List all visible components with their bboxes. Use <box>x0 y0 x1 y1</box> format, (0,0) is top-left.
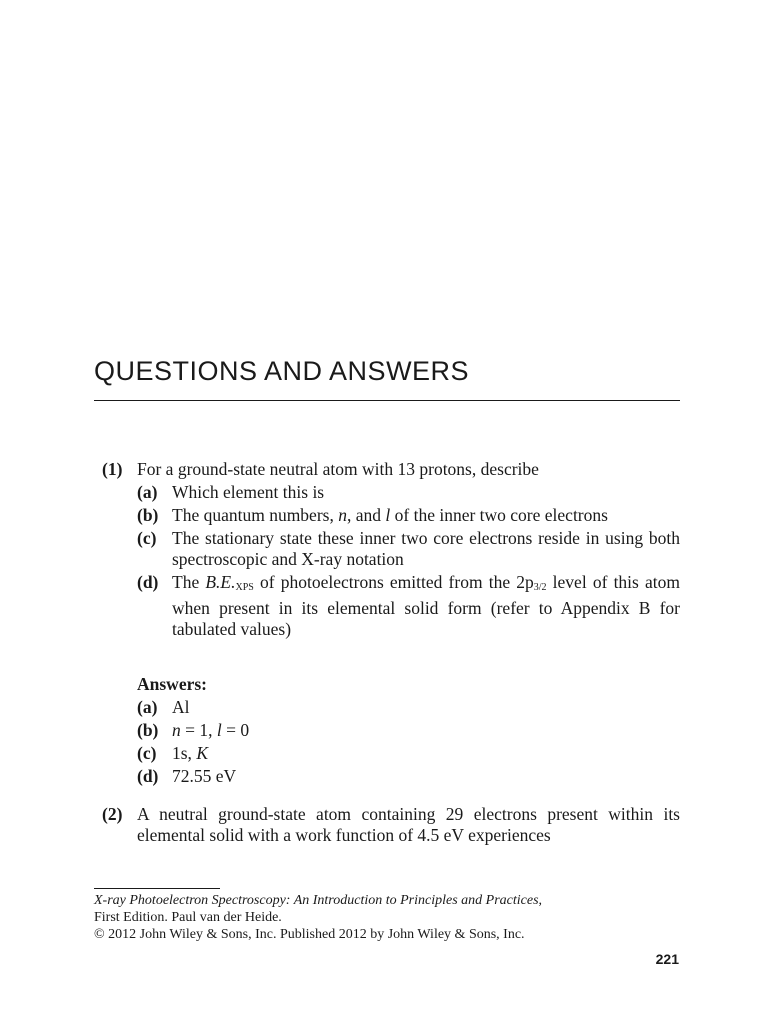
part-letter: (c) <box>137 528 157 548</box>
question-part-d <box>137 572 680 640</box>
question-text: For a ground-state neutral atom with 13 protons, describe <box>137 459 539 479</box>
question-1 <box>102 459 680 640</box>
footnote: X-ray Photoelectron Spectroscopy: An Introduction to Principles and Practices, First Edition. Paul van der Heide. © 2012 John Wiley & Sons, Inc. Published 2012 by John Wiley & Sons, Inc. <box>94 892 694 943</box>
edition-line: First Edition. Paul van der Heide. <box>94 910 282 925</box>
question-part-c <box>137 528 680 570</box>
part-letter: (a) <box>137 482 158 502</box>
answer-d: (d) 72.55 eV <box>137 766 237 786</box>
answer-a: (a) Al <box>137 697 190 717</box>
chapter-title: QUESTIONS AND ANSWERS <box>94 356 470 386</box>
answer-b: (b) n = 1, l = 0 <box>137 720 250 740</box>
page-number: 221 <box>655 951 679 967</box>
question-number: (1) <box>102 459 123 479</box>
question-part-a <box>137 482 680 503</box>
part-letter: (d) <box>137 572 159 592</box>
book-title: X-ray Photoelectron Spectroscopy: An Introduction to Principles and Practices <box>94 893 539 908</box>
part-text: The quantum numbers, n, and l of the inner two core electrons <box>172 505 608 525</box>
question-text: A neutral ground-state atom containing 29 electrons present within its elemental solid with a work function of 4.5 eV experiences <box>137 804 680 845</box>
answers-heading: Answers: <box>137 674 207 694</box>
question-part-b <box>137 505 680 526</box>
title-rule <box>94 400 680 401</box>
part-letter: (b) <box>137 505 159 525</box>
footnote-rule <box>94 888 220 889</box>
part-text: Which element this is <box>172 482 325 502</box>
copyright-line: © 2012 John Wiley & Sons, Inc. Published 2012 by John Wiley & Sons, Inc. <box>94 927 525 942</box>
part-text: The stationary state these inner two core electrons reside in using both spectroscopic and X-ray notation <box>172 528 680 569</box>
answer-c: (c) 1s, K <box>137 743 208 763</box>
question-number: (2) <box>102 804 123 824</box>
part-text: The $B.E._{XPS}$ of photoelectrons emitted from the $2p_{3/2}$ level of this atom when present in its elemental solid form (refer to Appendix B for tabulated values) <box>172 572 680 639</box>
answers-block <box>137 673 249 788</box>
question-2 <box>102 804 680 846</box>
